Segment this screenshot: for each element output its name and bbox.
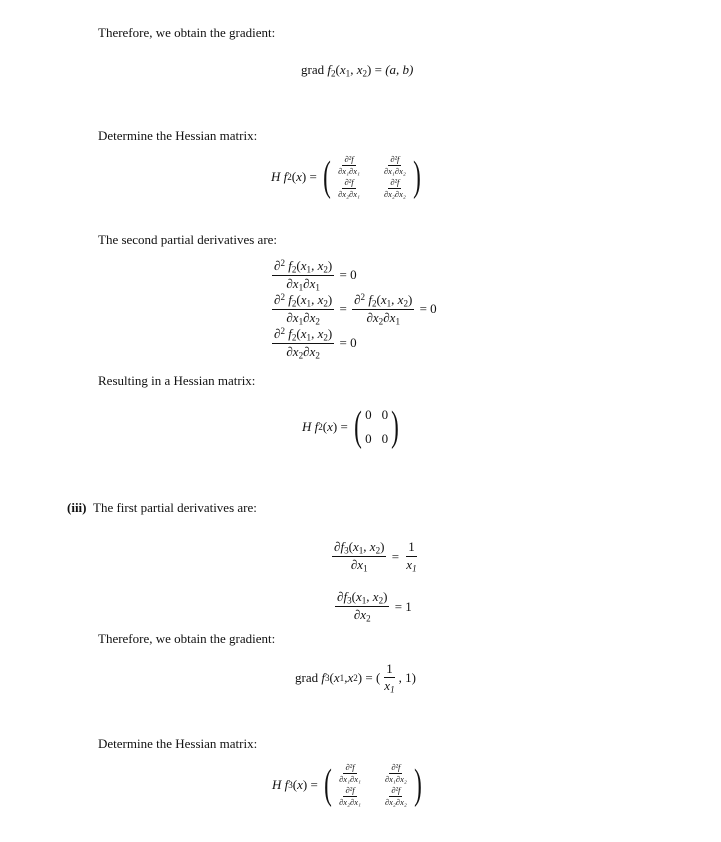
equation-hessian-f3-general: H f 3 ( x ) = ( $\frac{\text{∂²f}}{\text{∂x₁∂x₁}}$ $\frac{\text{∂²f}}{\text{∂x₁∂x₂}}$ $\frac{\text{∂²f}}{\text{∂x₂∂x₁}}$ $\frac{\text{∂²f}}{\text{∂x₂∂x₂}}$ ) bbox=[272, 761, 422, 808]
equation-df3-dx2: $\frac{\partial f_3(x_1, x_2)}{\partial x_2}$ = 1 bbox=[337, 589, 412, 624]
equation-gradient-f3: grad f 3 ( x 1 , x 2 ) = ( $\frac{1}{x_1}$ , 1) bbox=[295, 661, 416, 695]
text-resulting-hessian: Resulting in a Hessian matrix: bbox=[98, 373, 256, 388]
text-hessian-intro-2: Determine the Hessian matrix: bbox=[98, 736, 258, 751]
text-second-partials: The second partial derivatives are: bbox=[98, 232, 278, 247]
text-gradient-intro-1: Therefore, we obtain the gradient: bbox=[98, 25, 276, 40]
text-gradient-intro-2: Therefore, we obtain the gradient: bbox=[98, 631, 276, 646]
equation-second-partials: $\frac{\partial^2 f_2(x_1, x_2)}{\partial x_1\partial x_1}$ = 0 $\frac{\partial^2 f_2(x_1, x_2)}{\partial x_1\partial x_2}$ = $\frac{\partial^2 f_2(x_1, x_2)}{\partial x_2\partial x_1}$ = 0 $\frac{\partial^2 f_2(x_1, x_2)}{\partial x_2\partial x_2}$ = 0 bbox=[274, 257, 437, 361]
text-first-partials: (iii) The first partial derivatives are: bbox=[67, 500, 257, 515]
equation-gradient-f2: grad $f_2(x_1$, $x_2) = (a$, b) bbox=[301, 62, 414, 79]
equation-df3-dx1: $\frac{\partial f_3(x_1, x_2)}{\partial x_1}$ = $\frac{1}{x_1}$ bbox=[334, 539, 417, 574]
text-hessian-intro-1: Determine the Hessian matrix: bbox=[98, 128, 258, 143]
equation-hessian-f2-general: H f 2 ( x ) = ( $\frac{\text{∂²f}}{\text{∂x₁∂x₁}}$ $\frac{\text{∂²f}}{\text{∂x₁∂x₂}}$ $\frac{\text{∂²f}}{\text{∂x₂∂x₁}}$ $\frac{\text{∂²f}}{\text{∂x₂∂x₂}}$ ) bbox=[271, 153, 421, 200]
equation-hessian-f2-zero: H f 2 ( x ) = ( 0 0 0 0 ) bbox=[302, 404, 399, 450]
